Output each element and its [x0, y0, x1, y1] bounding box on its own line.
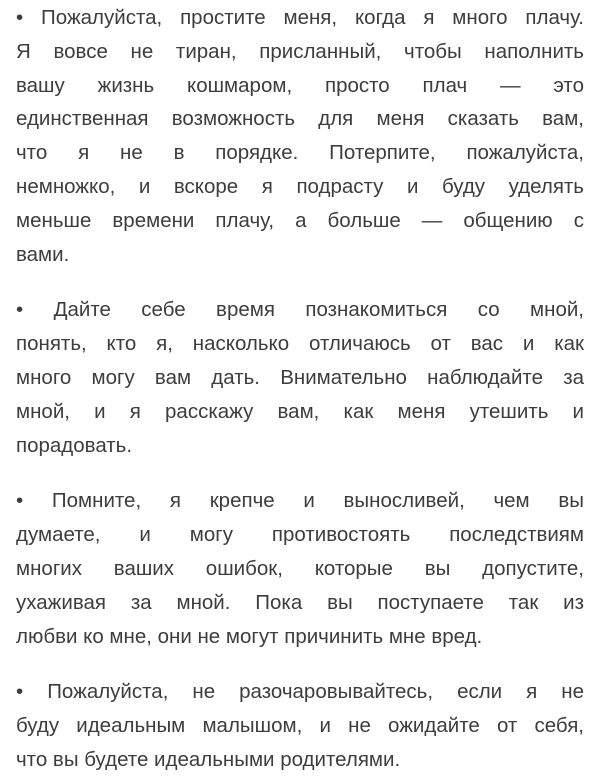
text-line: любви ко мне, они не могут причинить мне вред. [16, 624, 483, 648]
text-line: меньше времени плачу, а больше — общению с [16, 208, 584, 232]
text-line: вашу жизнь кошмаром, просто плач — это [16, 73, 584, 97]
text-line: мной, и я расскажу вам, как меня утешить и [16, 399, 584, 423]
text-line: понять, кто я, насколько отличаюсь от вас и как [16, 332, 584, 356]
text-line: Я вовсе не тиран, присланный, чтобы наполнить [16, 39, 584, 63]
text-line: что вы будете идеальными родителями. [16, 747, 401, 771]
text-line: • Пожалуйста, простите меня, когда я много плачу. [16, 6, 584, 29]
text-line: вами. [16, 242, 70, 266]
text-line: ухаживая за мной. Пока вы поступаете так из [16, 590, 584, 614]
text-line: • Дайте себе время познакомиться со мной, [16, 298, 584, 322]
bullet-paragraph [16, 1, 584, 271]
text-line: буду идеальным малышом, и не ожидайте от себя, [16, 714, 584, 738]
bullet-paragraph [16, 675, 584, 776]
text-line: что я не в порядке. Потерпите, пожалуйста, [16, 141, 584, 165]
text-line: многих ваших ошибок, которые вы допустите, [16, 556, 584, 580]
text-line: много могу вам дать. Внимательно наблюдайте за [16, 365, 584, 389]
text-line: порадовать. [16, 433, 133, 457]
bullet-paragraph [16, 293, 584, 462]
text-line: немножко, и вскоре я подрасту и буду уделять [16, 174, 584, 198]
text-line: • Помните, я крепче и выносливей, чем вы [16, 489, 584, 513]
text-line: • Пожалуйста, не разочаровывайтесь, если я не [16, 680, 584, 704]
bullet-paragraph [16, 484, 584, 653]
text-line: думаете, и могу противостоять последствиям [16, 523, 584, 547]
text-line: единственная возможность для меня сказать вам, [16, 107, 584, 131]
